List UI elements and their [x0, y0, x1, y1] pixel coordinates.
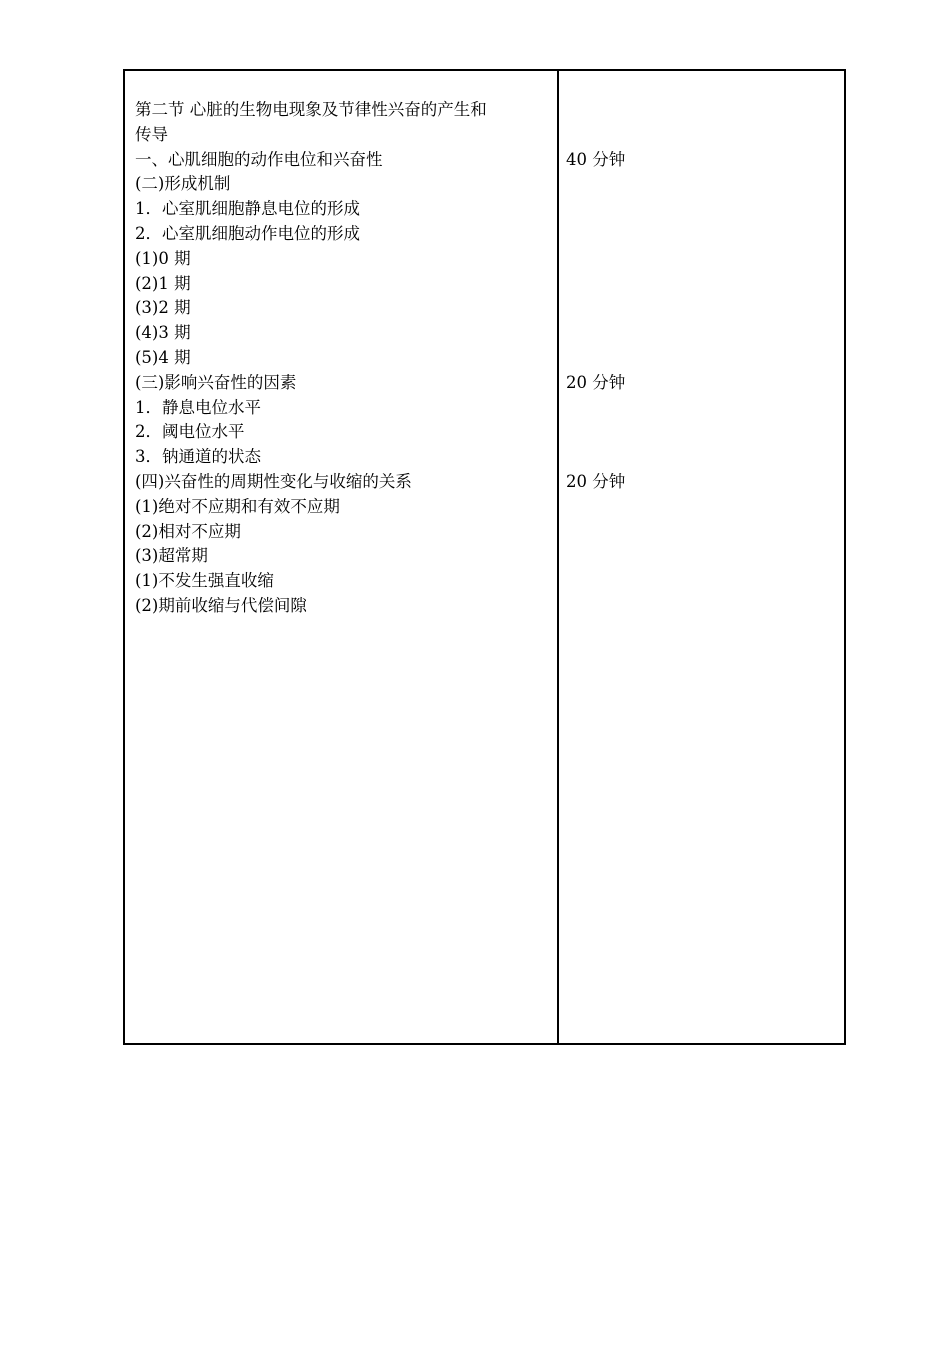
time-allocation: 20 分钟	[566, 472, 626, 491]
list-item: (2)1 期	[135, 273, 191, 293]
list-item: (3)超常期	[135, 546, 208, 566]
list-item: (1)绝对不应期和有效不应期	[135, 496, 340, 516]
lesson-table	[123, 69, 846, 1045]
list-item: 2．心室肌细胞动作电位的形成	[135, 224, 360, 243]
section-title-continued: 传导	[135, 124, 168, 144]
heading-action-potential: 一、心肌细胞的动作电位和兴奋性	[135, 149, 383, 169]
heading-periodic-changes: (四)兴奋性的周期性变化与收缩的关系	[135, 472, 412, 491]
list-item: 2．阈电位水平	[135, 422, 245, 442]
section-title: 第二节 心脏的生物电现象及节律性兴奋的产生和	[135, 100, 487, 119]
list-item: 1．静息电位水平	[135, 397, 261, 417]
list-item: (2)期前收缩与代偿间隙	[135, 596, 307, 615]
heading-excitability-factors: (三)影响兴奋性的因素	[135, 372, 297, 392]
list-item: (2)相对不应期	[135, 521, 241, 541]
time-column	[559, 71, 844, 1043]
list-item: (4)3 期	[135, 323, 191, 343]
list-item: (1)0 期	[135, 248, 191, 268]
heading-mechanism: (二)形成机制	[135, 174, 231, 194]
list-item: 1．心室肌细胞静息电位的形成	[135, 199, 360, 219]
list-item: (3)2 期	[135, 298, 191, 318]
time-allocation: 40 分钟	[566, 149, 626, 169]
time-allocation: 20 分钟	[566, 372, 626, 392]
list-item: (5)4 期	[135, 348, 191, 367]
list-item: 3．钠通道的状态	[135, 447, 261, 467]
content-column	[125, 71, 559, 1043]
list-item: (1)不发生强直收缩	[135, 571, 274, 591]
